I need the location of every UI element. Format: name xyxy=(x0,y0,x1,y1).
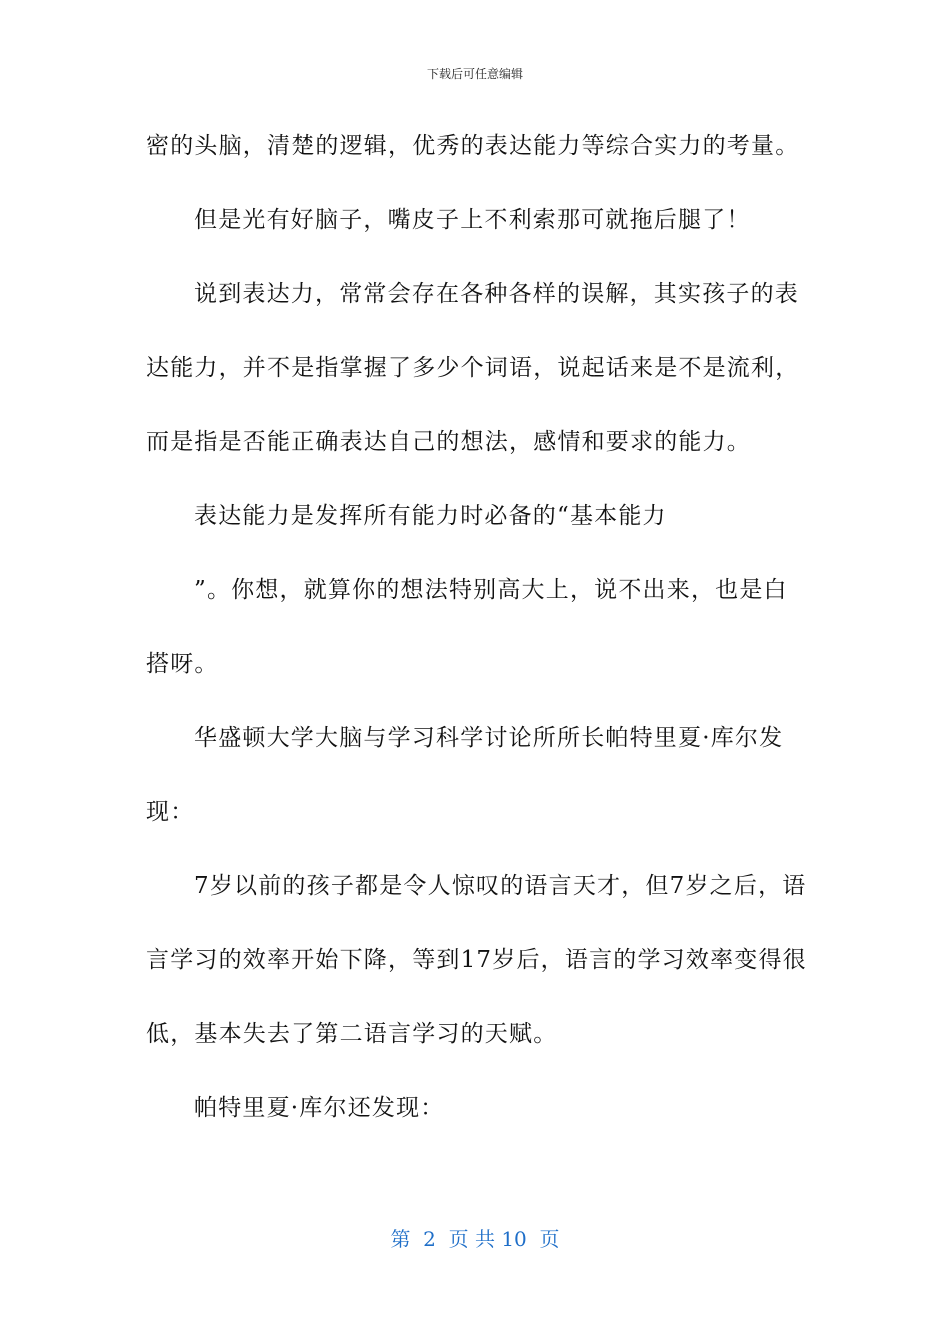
text-line: 华盛顿大学大脑与学习科学讨论所所长帕特里夏·库尔发 xyxy=(194,725,784,751)
text-line: 帕特里夏·库尔还发现： xyxy=(194,1095,445,1121)
document-body xyxy=(146,128,806,1164)
page-footer: 第 2 页 共 10 页 xyxy=(390,1227,560,1251)
text-line: 现： xyxy=(146,799,195,825)
text-line: 搭呀。 xyxy=(146,651,219,677)
text-line: 但是光有好脑子，嘴皮子上不利索那可就拖后腿了！ xyxy=(194,207,751,233)
text-line: 密的头脑，清楚的逻辑，优秀的表达能力等综合实力的考量。 xyxy=(146,133,800,159)
text-line: ”。你想，就算你的想法特别高大上，说不出来，也是白 xyxy=(194,577,788,603)
page-header: 下载后可任意编辑 xyxy=(426,67,523,81)
text-line: 7岁以前的孩子都是令人惊叹的语言天才，但7岁之后，语 xyxy=(194,873,807,899)
text-line: 而是指是否能正确表达自己的想法，感情和要求的能力。 xyxy=(146,429,751,455)
text-line: 低，基本失去了第二语言学习的天赋。 xyxy=(146,1021,558,1047)
text-line: 表达能力是发挥所有能力时必备的“基本能力 xyxy=(194,503,667,529)
text-line: 言学习的效率开始下降，等到17岁后，语言的学习效率变得很 xyxy=(146,947,807,973)
text-line: 说到表达力，常常会存在各种各样的误解，其实孩子的表 xyxy=(194,281,799,307)
text-line: 达能力，并不是指掌握了多少个词语，说起话来是不是流利， xyxy=(146,355,800,381)
